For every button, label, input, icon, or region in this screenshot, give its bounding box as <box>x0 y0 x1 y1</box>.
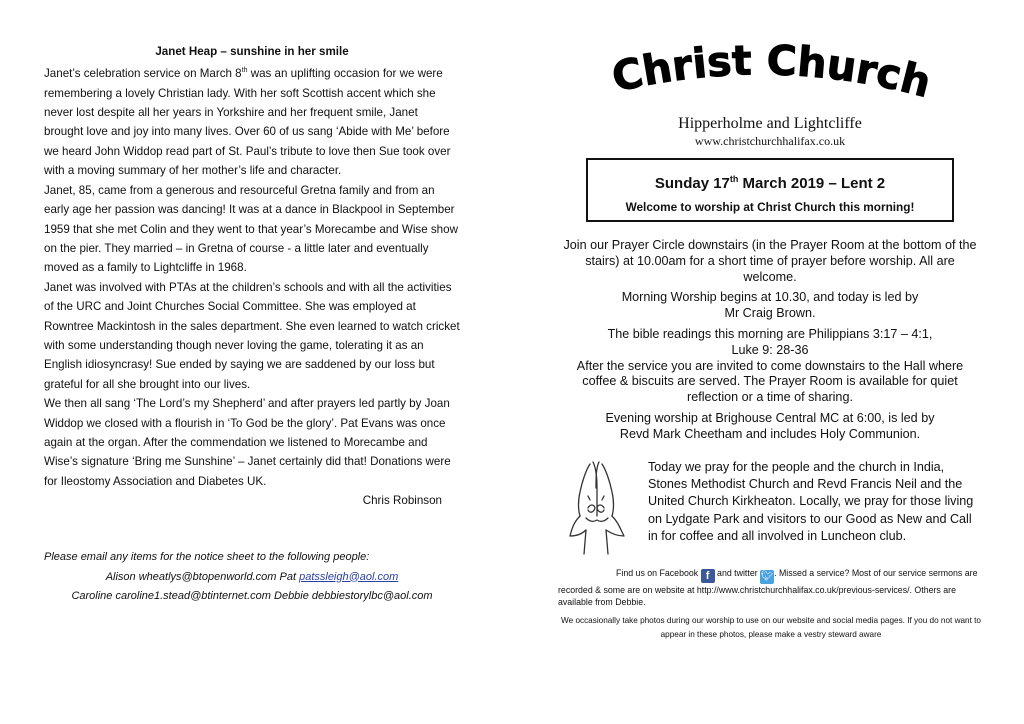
article-paragraph-3: Janet was involved with PTAs at the children’s schools and with all the activities of the URC and Joint Churches Social Committee. She was employed at Rowntree Mackintosh in the sales department. She even learned to watch cricket with some understanding though never loving the game, tolerating it as an English idiosyncrasy! Sue ended by saying we are saddened by our loss but grateful for all she brought into our lives. <box>44 280 460 391</box>
church-website[interactable]: www.christchurchhalifax.co.uk <box>694 134 846 148</box>
find-us-text: Find us on Facebook <box>616 568 699 578</box>
contacts-intro: Please email any items for the notice sheet to the following people: <box>44 551 370 563</box>
service-date <box>588 174 952 192</box>
article <box>44 42 460 511</box>
missed-service-text: . Missed a service? Most of our service sermons are recorded & some are on website at http://www.christchurchhalifax.co.uk/previous-services/. Others are available from Debbie. <box>558 568 978 607</box>
morning-worship-leader: Mr Craig Brown. <box>724 306 816 321</box>
service-date-box <box>586 158 954 222</box>
contacts-line-2: Caroline caroline1.stead@btinternet.com Debbie debbiestorylbc@aol.com <box>71 590 433 602</box>
praying-hands-icon <box>566 456 628 556</box>
article-paragraph-4: We then all sang ‘The Lord’s my Shepherd’ and after prayers led partly by Joan Widdop we closed with a flourish in ‘To God be the glory’. Pat Evans was once again at the organ. After the commendation we listened to Morecambe and Wise’s signature ‘Bring me Sunshine’ – Janet certainly did that! Donations were for Ileostomy Association and Diabetes UK. <box>44 397 451 488</box>
notice-readings <box>560 327 980 359</box>
welcome-message: Welcome to worship at Christ Church this morning! <box>625 200 915 214</box>
article-paragraph-2: Janet, 85, came from a generous and resourceful Gretna family and from an early age her passion was dancing! It was at a dance in Blackpool in September 1959 that she met Colin and they went to that year’s Morecambe and Wise show on the pier. They married – in Gretna of course - a little later and eventually moved as a family to Lightcliffe in 1968. <box>44 183 458 275</box>
evening-worship-line-1: Evening worship at Brighouse Central MC at 6:00, is led by <box>605 410 935 425</box>
article-signature: Chris Robinson <box>362 494 442 508</box>
social-media-notice <box>558 567 978 608</box>
article-paragraph-1 <box>44 61 460 180</box>
and-twitter-text: and twitter <box>714 568 758 578</box>
readings-line-2: Luke 9: 28-36 <box>731 342 809 357</box>
logo-text: Christ Church <box>607 42 936 107</box>
facebook-icon[interactable]: f <box>701 569 715 583</box>
notice-prayer-circle: Join our Prayer Circle downstairs (in the Prayer Room at the bottom of the stairs) at 10.00am for a short time of prayer before worship. All are welcome. <box>563 238 977 284</box>
photos-notice: We occasionally take photos during our worship to use on our website and social media pages. If you do not want to appear in these photos, please make a vestry steward aware <box>561 616 981 639</box>
twitter-icon[interactable]: 🐦︎ <box>760 571 774 582</box>
notice-morning-worship <box>560 290 980 322</box>
contacts-line-1-text: Alison wheatlys@btopenworld.com Pat <box>105 570 300 583</box>
contacts-section <box>44 548 460 607</box>
email-link[interactable]: patssleigh@aol.com <box>299 570 399 583</box>
notice-evening-worship <box>560 411 980 443</box>
svg-text:Christ Church <box>608 42 936 107</box>
prayer-intentions: Today we pray for the people and the church in India, Stones Methodist Church and Revd Francis Neil and the United Church Kirkheaton. Locally, we pray for those living on Lydgate Park and visitors to our Good as New and Call in for coffee and all involved in Luncheon club. <box>648 460 974 543</box>
evening-worship-line-2: Revd Mark Cheetham and includes Holy Communion. <box>619 426 921 441</box>
church-location: Hipperholme and Lightcliffe <box>678 115 862 132</box>
morning-worship-line-1: Morning Worship begins at 10.30, and today is led by <box>621 290 919 305</box>
church-logo <box>596 42 946 112</box>
notices <box>560 238 980 448</box>
service-date-end: March 2019 – Lent 2 <box>738 175 886 192</box>
notice-after-service: After the service you are invited to come downstairs to the Hall where coffee & biscuits are served. The Prayer Room is available for quiet reflection or a time of sharing. <box>576 358 964 405</box>
readings-line-1: The bible readings this morning are Philippians 3:17 – 4:1, <box>607 326 933 341</box>
ordinal-suffix: th <box>241 67 248 75</box>
article-title: Janet Heap – sunshine in her smile <box>155 45 349 58</box>
paragraph-1-start: Janet’s celebration service on March 8 <box>44 67 242 81</box>
paragraph-1-end: was an uplifting occasion for we were remembering a lovely Christian lady. With her soft Scottish accent which she never lost despite all her years in Yorkshire and her frequent smile, Janet brought love and joy into many lives. Over 60 of us sang ‘Abide with Me’ before we heard John Widdop read part of St. Paul’s tribute to love then Sue took over with a moving summary of her mother’s life and character. <box>44 67 451 178</box>
date-ordinal-suffix: th <box>729 174 739 184</box>
contacts-line-1 <box>44 568 460 588</box>
service-date-start: Sunday 17 <box>654 175 730 192</box>
